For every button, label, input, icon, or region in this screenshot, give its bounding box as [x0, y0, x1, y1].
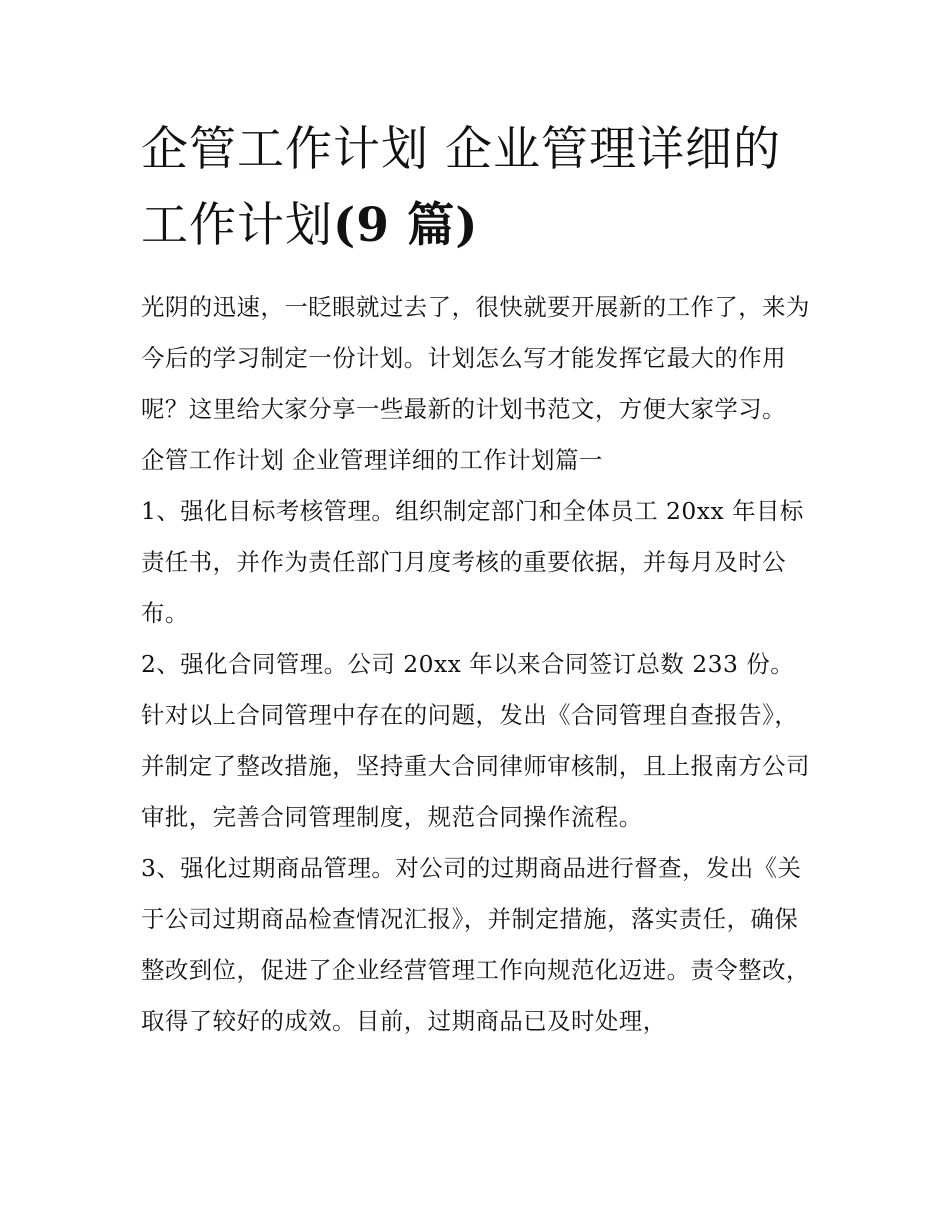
- intro-paragraph: 光阴的迅速，一眨眼就过去了，很快就要开展新的工作了，来为今后的学习制定一份计划。计划怎么写才能发挥它最大的作用呢？这里给大家分享一些最新的计划书范文，方便大家学习。: [141, 293, 810, 423]
- document-body: [141, 112, 813, 1047]
- document-title: [141, 112, 813, 264]
- list-item: 1、强化目标考核管理。组织制定部门和全体员工 20xx 年目标责任书，并作为责任部门月度考核的重要依据，并每月及时公布。: [141, 497, 804, 627]
- list-item: 3、强化过期商品管理。对公司的过期商品进行督查，发出《关于公司过期商品检查情况汇报》，并制定措施，落实责任，确保整改到位，促进了企业经营管理工作向规范化迈进。责令整改，取得了较好的成效。目前，过期商品已及时处理，: [141, 854, 810, 1035]
- title-count: (9 篇): [333, 198, 479, 253]
- list-item: 2、强化合同管理。公司 20xx 年以来合同签订总数 233 份。针对以上合同管理中存在的问题，发出《合同管理自查报告》，并制定了整改措施，坚持重大合同律师审核制，且上报南方公司审批，完善合同管理制度，规范合同操作流程。: [141, 650, 810, 831]
- title-text: 企管工作计划 企业管理详细的工作计划: [141, 122, 781, 253]
- section-heading: 企管工作计划 企业管理详细的工作计划篇一: [141, 446, 603, 474]
